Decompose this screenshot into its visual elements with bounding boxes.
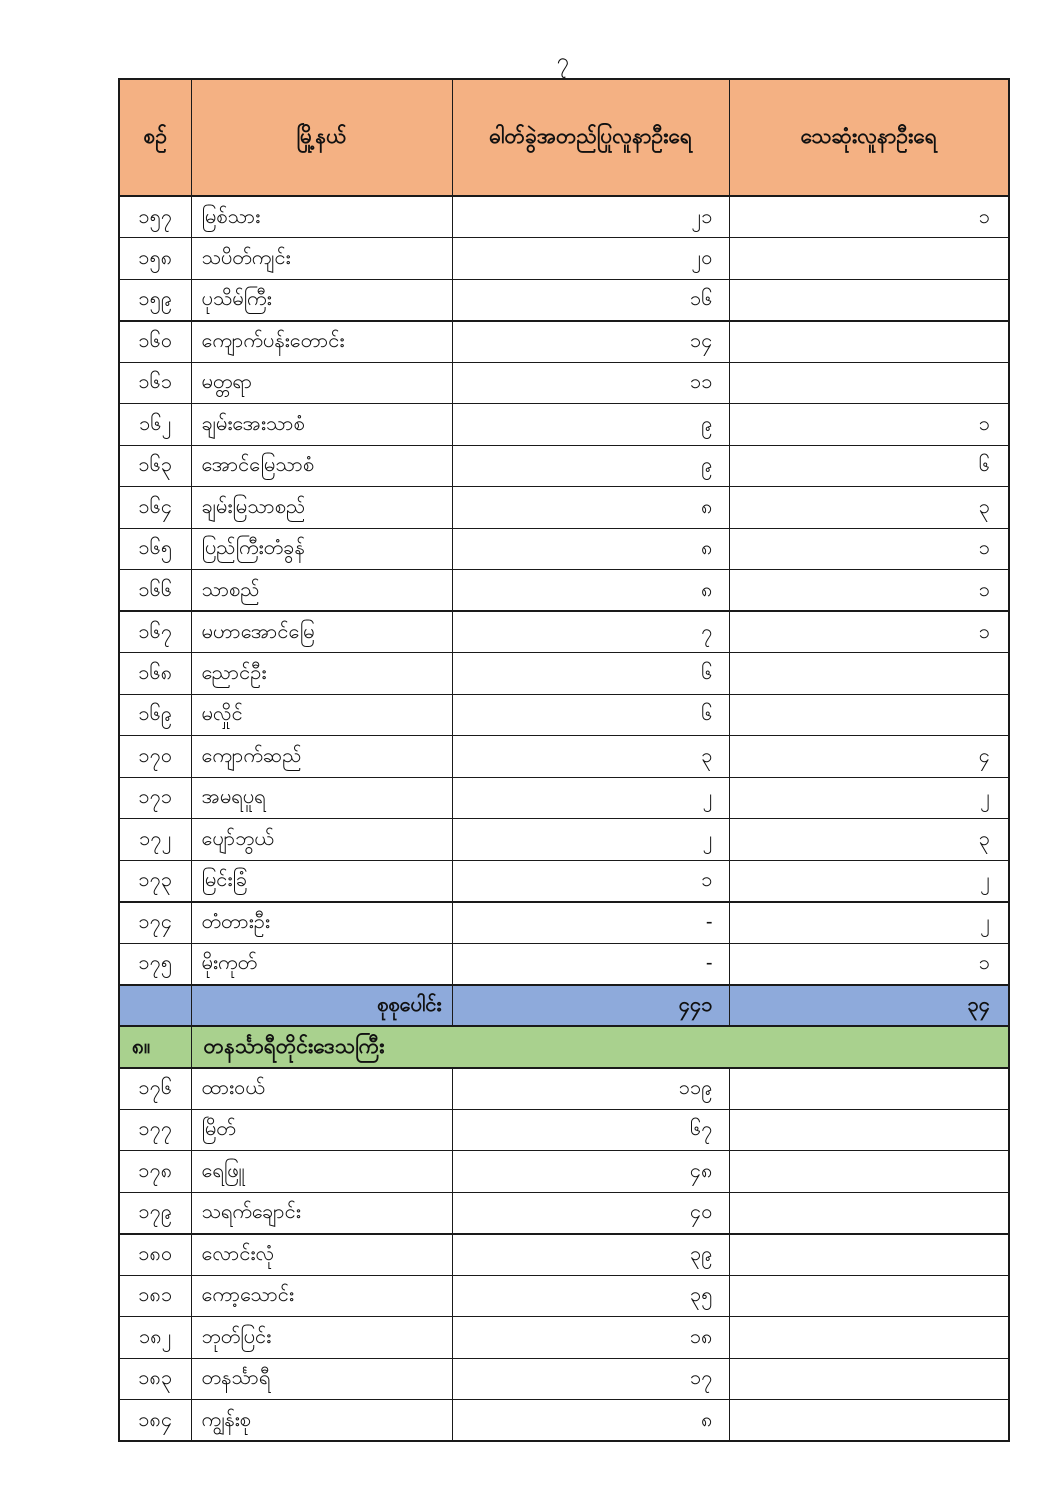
total-confirmed-cell: ၄၄၁ (452, 985, 729, 1027)
table-row (119, 404, 1009, 446)
deaths-cell (729, 1317, 1009, 1359)
township-cell: ရေဖြူ (191, 1151, 452, 1193)
deaths-cell: ၁ (729, 528, 1009, 570)
township-cell: လောင်းလုံ (191, 1234, 452, 1276)
serial-cell: ၁၅၈ (119, 238, 191, 280)
deaths-cell: ၁ (729, 611, 1009, 653)
deaths-cell (729, 362, 1009, 404)
township-cell: ညောင်ဦး (191, 653, 452, 695)
township-cell: မြင်းခြံ (191, 860, 452, 902)
table-row (119, 694, 1009, 736)
deaths-cell (729, 321, 1009, 363)
township-cell: ထားဝယ် (191, 1068, 452, 1110)
serial-cell: ၁၇၀ (119, 736, 191, 778)
deaths-cell: ၃ (729, 487, 1009, 529)
township-cell: ကျောက်ဆည် (191, 736, 452, 778)
township-cell: မဟာအောင်မြေ (191, 611, 452, 653)
confirmed-cell: ၃၉ (452, 1234, 729, 1276)
confirmed-cell: ၆ (452, 694, 729, 736)
township-cell: ပုသိမ်ကြီး (191, 279, 452, 321)
township-cell: ပျော်ဘွယ် (191, 819, 452, 861)
total-empty-cell (119, 985, 191, 1027)
deaths-cell: ၁ (729, 404, 1009, 446)
confirmed-cell: ၂၁ (452, 196, 729, 238)
serial-cell: ၁၇၁ (119, 777, 191, 819)
township-cell: အမရပူရ (191, 777, 452, 819)
deaths-cell: ၄ (729, 736, 1009, 778)
serial-cell: ၁၆၇ (119, 611, 191, 653)
serial-cell: ၁၆၂ (119, 404, 191, 446)
confirmed-cell: ၁၄ (452, 321, 729, 363)
serial-cell: ၁၇၆ (119, 1068, 191, 1110)
table-row (119, 1192, 1009, 1234)
table-row (119, 321, 1009, 363)
page-number: ၇ (556, 48, 570, 73)
table-row (119, 1400, 1009, 1442)
confirmed-cell: ၈ (452, 570, 729, 612)
table-row (119, 777, 1009, 819)
covid-township-table (118, 78, 1010, 1442)
confirmed-cell: ၈ (452, 528, 729, 570)
confirmed-cell: ၁ (452, 860, 729, 902)
table-row (119, 819, 1009, 861)
deaths-cell (729, 1358, 1009, 1400)
table-row (119, 902, 1009, 944)
header-serial: စဉ် (119, 79, 191, 196)
deaths-cell: ၂ (729, 860, 1009, 902)
confirmed-cell: ၈ (452, 1400, 729, 1442)
confirmed-cell: ၄၈ (452, 1151, 729, 1193)
deaths-cell (729, 1151, 1009, 1193)
township-cell: တနင်္သာရီ (191, 1358, 452, 1400)
confirmed-cell: ၆၇ (452, 1109, 729, 1151)
deaths-cell: ၂ (729, 902, 1009, 944)
deaths-cell: ၂ (729, 777, 1009, 819)
deaths-cell: ၁ (729, 196, 1009, 238)
serial-cell: ၁၈၂ (119, 1317, 191, 1359)
confirmed-cell: ၁၁ (452, 362, 729, 404)
serial-cell: ၁၆၈ (119, 653, 191, 695)
township-cell: သရက်ချောင်း (191, 1192, 452, 1234)
confirmed-cell: ၉ (452, 404, 729, 446)
deaths-cell (729, 1400, 1009, 1442)
confirmed-cell: ၂၀ (452, 238, 729, 280)
table-row (119, 570, 1009, 612)
table-row (119, 1317, 1009, 1359)
serial-cell: ၁၅၉ (119, 279, 191, 321)
township-cell: မတ္တရာ (191, 362, 452, 404)
township-cell: သပိတ်ကျင်း (191, 238, 452, 280)
table-row (119, 1151, 1009, 1193)
confirmed-cell: ၉ (452, 445, 729, 487)
township-cell: ချမ်းမြသာစည် (191, 487, 452, 529)
deaths-cell: ၁ (729, 570, 1009, 612)
table-row (119, 528, 1009, 570)
township-cell: ပြည်ကြီးတံခွန် (191, 528, 452, 570)
deaths-cell (729, 694, 1009, 736)
township-cell: ကျောက်ပန်းတောင်း (191, 321, 452, 363)
serial-cell: ၁၆၄ (119, 487, 191, 529)
deaths-cell (729, 238, 1009, 280)
table-row (119, 445, 1009, 487)
table-row (119, 1275, 1009, 1317)
serial-cell: ၁၇၅ (119, 943, 191, 985)
serial-cell: ၁၇၂ (119, 819, 191, 861)
serial-cell: ၁၈၀ (119, 1234, 191, 1276)
deaths-cell: ၃ (729, 819, 1009, 861)
confirmed-cell: ၈ (452, 487, 729, 529)
table-header-row (119, 79, 1009, 196)
deaths-cell (729, 279, 1009, 321)
total-row (119, 985, 1009, 1027)
serial-cell: ၁၆၆ (119, 570, 191, 612)
serial-cell: ၁၆၁ (119, 362, 191, 404)
deaths-cell: ၆ (729, 445, 1009, 487)
table-row (119, 196, 1009, 238)
township-cell: မြစ်သား (191, 196, 452, 238)
table-row (119, 1358, 1009, 1400)
table-row (119, 1109, 1009, 1151)
township-cell: ကော့သောင်း (191, 1275, 452, 1317)
serial-cell: ၁၇၇ (119, 1109, 191, 1151)
header-confirmed-patients: ဓါတ်ခွဲအတည်ပြုလူနာဦးရေ (452, 79, 729, 196)
confirmed-cell: ၂ (452, 777, 729, 819)
confirmed-cell: ၁၈ (452, 1317, 729, 1359)
township-cell: ချမ်းအေးသာစံ (191, 404, 452, 446)
header-deaths: သေဆုံးလူနာဦးရေ (729, 79, 1009, 196)
serial-cell: ၁၇၃ (119, 860, 191, 902)
table-row (119, 238, 1009, 280)
deaths-cell (729, 1068, 1009, 1110)
confirmed-cell: ၄၀ (452, 1192, 729, 1234)
serial-cell: ၁၈၁ (119, 1275, 191, 1317)
serial-cell: ၁၆၃ (119, 445, 191, 487)
confirmed-cell: ၆ (452, 653, 729, 695)
header-township: မြို့နယ် (191, 79, 452, 196)
township-cell: ဘုတ်ပြင်း (191, 1317, 452, 1359)
confirmed-cell: ၇ (452, 611, 729, 653)
confirmed-cell: - (452, 902, 729, 944)
serial-cell: ၁၈၄ (119, 1400, 191, 1442)
confirmed-cell: ၁၁၉ (452, 1068, 729, 1110)
deaths-cell (729, 653, 1009, 695)
serial-cell: ၁၆၉ (119, 694, 191, 736)
township-cell: မိုးကုတ် (191, 943, 452, 985)
section-title-cell: တနင်္သာရီတိုင်းဒေသကြီး (191, 1026, 1009, 1068)
section-number-cell: ၈။ (119, 1026, 191, 1068)
township-cell: အောင်မြေသာစံ (191, 445, 452, 487)
serial-cell: ၁၇၈ (119, 1151, 191, 1193)
table-row (119, 1068, 1009, 1110)
table-row (119, 611, 1009, 653)
table-row (119, 736, 1009, 778)
township-cell: မလှိုင် (191, 694, 452, 736)
confirmed-cell: ၁၆ (452, 279, 729, 321)
table-row (119, 860, 1009, 902)
serial-cell: ၁၆၅ (119, 528, 191, 570)
township-cell: တံတားဦး (191, 902, 452, 944)
section-header-row (119, 1026, 1009, 1068)
total-deaths-cell: ၃၄ (729, 985, 1009, 1027)
confirmed-cell: ၂ (452, 819, 729, 861)
township-cell: မြိတ် (191, 1109, 452, 1151)
deaths-cell (729, 1109, 1009, 1151)
confirmed-cell: - (452, 943, 729, 985)
township-cell: သာစည် (191, 570, 452, 612)
table-row (119, 487, 1009, 529)
table-row (119, 653, 1009, 695)
serial-cell: ၁၇၉ (119, 1192, 191, 1234)
confirmed-cell: ၃၅ (452, 1275, 729, 1317)
serial-cell: ၁၈၃ (119, 1358, 191, 1400)
serial-cell: ၁၅၇ (119, 196, 191, 238)
serial-cell: ၁၇၄ (119, 902, 191, 944)
table-row (119, 1234, 1009, 1276)
total-label-cell: စုစုပေါင်း (191, 985, 452, 1027)
table-row (119, 943, 1009, 985)
table-row (119, 362, 1009, 404)
confirmed-cell: ၁၇ (452, 1358, 729, 1400)
deaths-cell (729, 1275, 1009, 1317)
confirmed-cell: ၃ (452, 736, 729, 778)
table-row (119, 279, 1009, 321)
deaths-cell: ၁ (729, 943, 1009, 985)
township-cell: ကျွန်းစု (191, 1400, 452, 1442)
serial-cell: ၁၆၀ (119, 321, 191, 363)
deaths-cell (729, 1234, 1009, 1276)
deaths-cell (729, 1192, 1009, 1234)
